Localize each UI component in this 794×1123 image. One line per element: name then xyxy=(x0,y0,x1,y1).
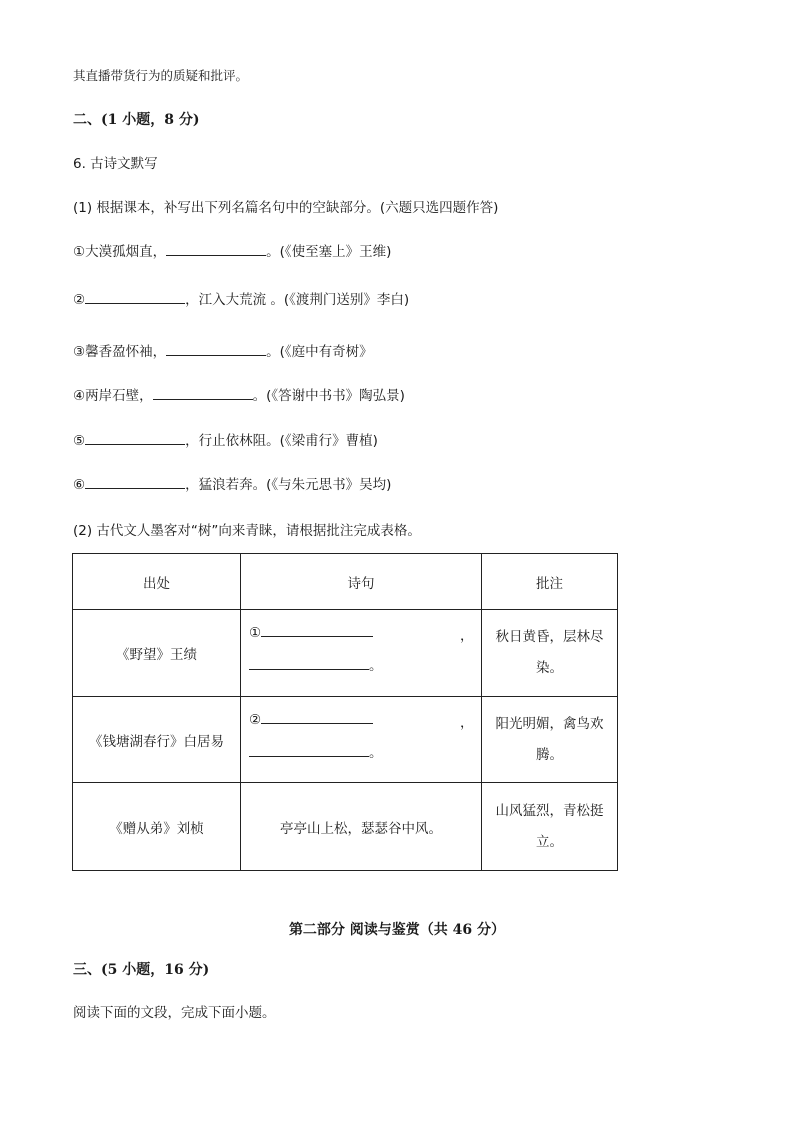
fill-item-1-before: ①大漠孤烟直， xyxy=(73,244,167,260)
fill-item-1 xyxy=(73,240,391,260)
table-blank-2a[interactable] xyxy=(261,711,373,724)
row-1-source: 《野望》王绩 xyxy=(73,610,241,697)
fill-item-5-before: ⑤ xyxy=(73,433,86,449)
header-note: 批注 xyxy=(482,554,618,610)
section-3-instruction: 阅读下面的文段，完成下面小题。 xyxy=(73,1005,276,1021)
fill-item-4-after: 。(《答谢中书书》陶弘景) xyxy=(252,388,405,404)
row-3-note xyxy=(482,783,618,871)
fill-item-6 xyxy=(73,473,391,493)
row-2-note xyxy=(482,697,618,783)
row-3-verse: 亭亭山上松，瑟瑟谷中风。 xyxy=(241,783,482,871)
row-1-verse xyxy=(241,610,482,697)
answer-blank-5[interactable] xyxy=(85,432,185,445)
fill-item-4 xyxy=(73,384,405,404)
poem-table xyxy=(72,553,618,871)
row-2-source: 《钱塘湖春行》白居易 xyxy=(73,697,241,783)
table-row xyxy=(73,610,618,697)
answer-blank-2[interactable] xyxy=(85,291,185,304)
row-1-end: 。 xyxy=(369,658,383,674)
fill-item-5 xyxy=(73,429,378,449)
row-2-verse xyxy=(241,697,482,783)
fill-item-6-before: ⑥ xyxy=(73,477,86,493)
part-2-instruction: (2) 古代文人墨客对“树”向来青睐，请根据批注完成表格。 xyxy=(73,523,421,539)
fill-item-1-after: 。(《使至塞上》王维) xyxy=(266,244,392,260)
table-row xyxy=(73,783,618,871)
table-blank-1b[interactable] xyxy=(249,657,369,670)
fill-item-2 xyxy=(73,288,409,308)
fill-item-2-before: ② xyxy=(73,292,86,308)
fill-item-3-before: ③馨香盈怀袖， xyxy=(73,344,167,360)
part-1-instruction: (1) 根据课本，补写出下列名篇名句中的空缺部分。(六题只选四题作答) xyxy=(73,200,499,216)
fill-item-4-before: ④两岸石壁， xyxy=(73,388,153,404)
row-2-end: 。 xyxy=(369,745,383,761)
section-3-heading: 三、(5 小题，16 分) xyxy=(73,962,210,978)
row-1-note xyxy=(482,610,618,697)
fill-item-3 xyxy=(73,340,373,360)
row-1-note-line-1: 秋日黄昏，层林尽 xyxy=(495,629,604,645)
row-1-note-line-2: 染。 xyxy=(536,660,563,676)
header-source: 出处 xyxy=(73,554,241,610)
row-2-marker: ② xyxy=(249,712,262,728)
table-blank-2b[interactable] xyxy=(249,744,369,757)
fill-item-2-after: ，江入大荒流 。(《渡荆门送别》李白) xyxy=(185,292,410,308)
answer-blank-3[interactable] xyxy=(166,343,266,356)
section-2-heading: 二、(1 小题，8 分) xyxy=(73,112,200,128)
fill-item-6-after: ，猛浪若奔。(《与朱元思书》吴均) xyxy=(185,477,392,493)
part-2-heading: 第二部分 阅读与鉴赏（共 46 分） xyxy=(288,922,506,938)
table-header-row xyxy=(73,554,618,610)
fill-item-5-after: ，行止依林阻。(《梁甫行》曹植) xyxy=(185,433,378,449)
row-1-comma: ， xyxy=(460,628,474,644)
fill-item-3-after: 。(《庭中有奇树》 xyxy=(266,344,373,360)
row-3-source: 《赠从弟》刘桢 xyxy=(73,783,241,871)
answer-blank-4[interactable] xyxy=(153,387,253,400)
header-verse: 诗句 xyxy=(241,554,482,610)
row-2-comma: ， xyxy=(460,715,474,731)
question-6-title: 6. 古诗文默写 xyxy=(73,156,158,172)
row-3-note-line-1: 山风猛烈，青松挺 xyxy=(495,802,604,819)
intro-tail-text: 其直播带货行为的质疑和批评。 xyxy=(73,68,249,83)
row-2-note-line-1: 阳光明媚，禽鸟欢 xyxy=(495,715,604,732)
row-3-note-line-2: 立。 xyxy=(536,833,563,850)
table-row xyxy=(73,697,618,783)
row-1-marker: ① xyxy=(249,625,262,641)
answer-blank-1[interactable] xyxy=(166,243,266,256)
answer-blank-6[interactable] xyxy=(85,476,185,489)
table-blank-1a[interactable] xyxy=(261,624,373,637)
row-2-note-line-2: 腾。 xyxy=(536,746,563,763)
